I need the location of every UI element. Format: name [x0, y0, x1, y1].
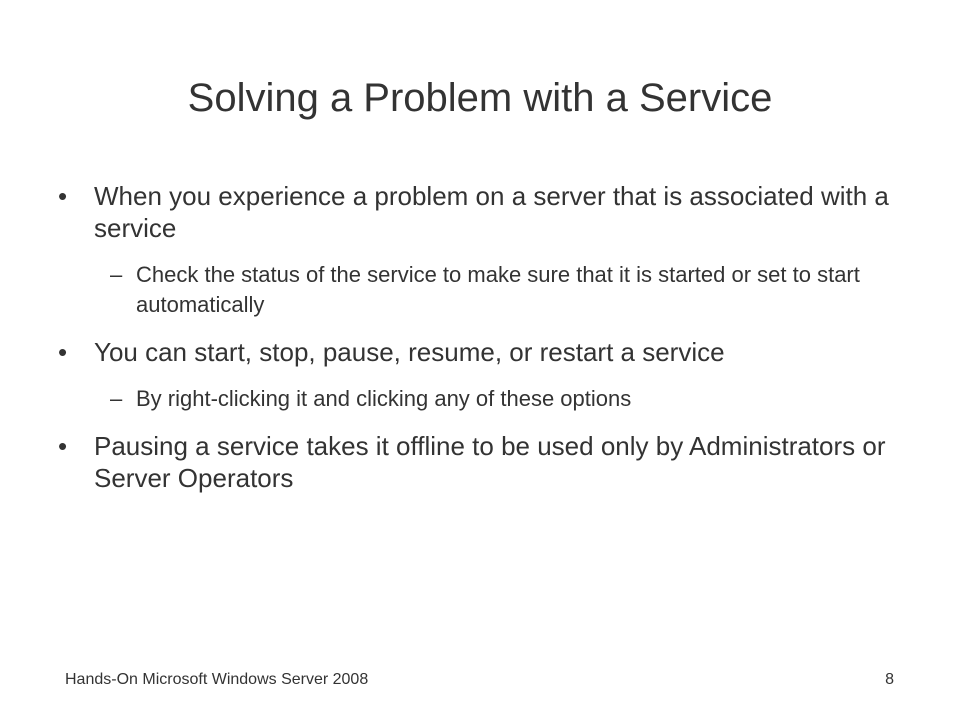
sub-bullet-item-2-1: [58, 384, 898, 414]
bullet-icon: •: [58, 337, 68, 367]
sub-bullet-text-2-1: By right-clicking it and clicking any of these options: [136, 386, 632, 411]
dash-icon: –: [110, 386, 123, 411]
dash-icon: –: [110, 262, 123, 287]
footer-title: Hands-On Microsoft Windows Server 2008: [65, 671, 369, 688]
slide-content: [58, 180, 898, 500]
bullet-icon: •: [58, 431, 68, 461]
bullet-text-1: When you experience a problem on a server that is associated with a service: [94, 181, 889, 243]
page-number: 8: [885, 671, 894, 688]
bullet-text-2: You can start, stop, pause, resume, or restart a service: [94, 337, 725, 367]
slide-title: Solving a Problem with a Service: [187, 76, 773, 120]
bullet-item-2: [58, 336, 898, 368]
bullet-text-3: Pausing a service takes it offline to be used only by Administrators or Server Operators: [94, 431, 886, 493]
bullet-item-3: [58, 430, 898, 494]
bullet-icon: •: [58, 181, 68, 211]
sub-bullet-text-1-1: Check the status of the service to make sure that it is started or set to start automatically: [136, 262, 860, 317]
bullet-item-1: [58, 180, 898, 244]
sub-bullet-item-1-1: [58, 260, 898, 320]
